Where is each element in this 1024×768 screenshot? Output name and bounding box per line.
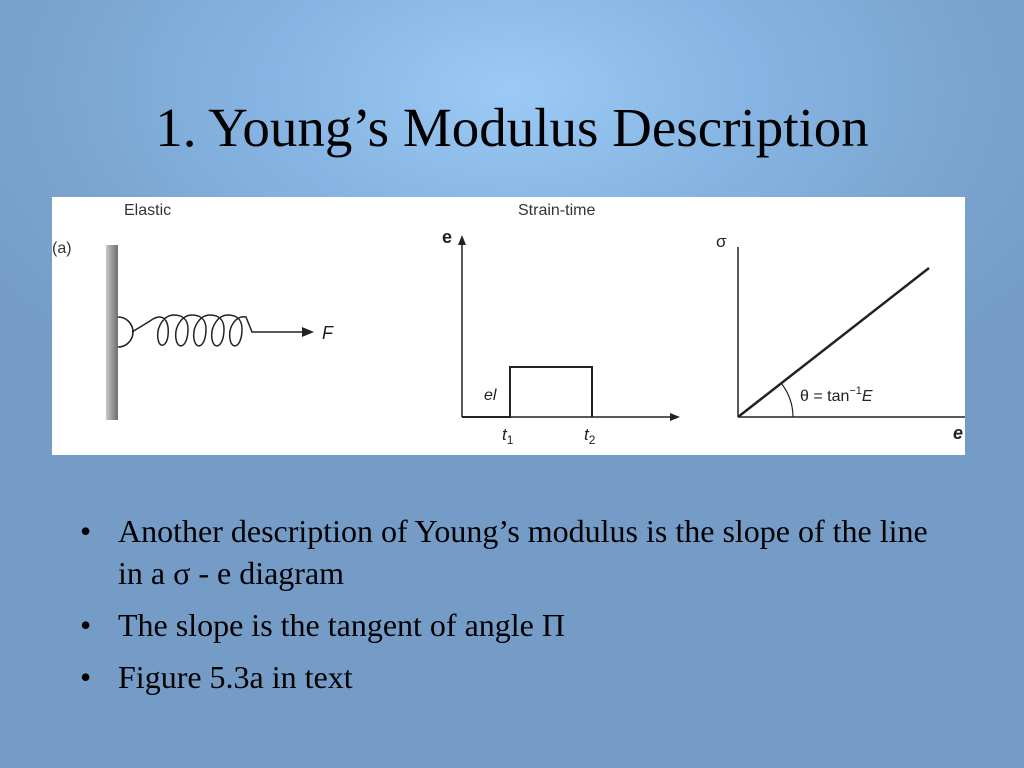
bullet-marker: • [80, 659, 92, 695]
t2-label-main: t [584, 425, 589, 444]
angle-arc [781, 383, 793, 417]
bullet-item [80, 510, 940, 594]
elastic-title: Elastic [124, 202, 172, 219]
bullet-list [80, 510, 940, 708]
bullet-marker: • [80, 607, 92, 643]
bullet-text: The slope is the tangent of angle Π [118, 607, 565, 643]
figure-diagram [52, 197, 965, 455]
bullet-text: Figure 5.3a in text [118, 659, 353, 695]
t1-label [502, 425, 514, 447]
angle-label-var: E [861, 388, 873, 405]
strain-time-title: Strain-time [518, 202, 596, 219]
st-y-axis-label: e [442, 227, 453, 247]
panel-label: (a) [52, 240, 72, 257]
angle-label-main: θ = tan [800, 388, 850, 405]
t2-label [584, 425, 596, 447]
bullet-text: Another description of Young’s modulus is the slope of the line in a σ - e diagram [118, 513, 928, 591]
strain-pulse [462, 367, 592, 417]
force-label: F [322, 323, 333, 343]
figure-panel [52, 197, 965, 455]
strain-level-label: el [484, 387, 497, 404]
angle-label-sup: −1 [849, 385, 862, 397]
st-y-arrowhead [458, 235, 466, 245]
bullet-item [80, 604, 940, 646]
t2-label-sub: 2 [588, 433, 596, 447]
wall-attachment [118, 317, 133, 347]
t1-label-sub: 1 [506, 433, 514, 447]
bullet-marker: • [80, 513, 92, 549]
spring [132, 315, 310, 346]
angle-label [800, 385, 873, 405]
ss-y-axis-label: σ [716, 232, 727, 251]
ss-x-axis-label: e [953, 423, 964, 443]
slide-title: 1. Young’s Modulus Description [155, 97, 869, 158]
force-arrowhead [302, 327, 314, 337]
t1-label-main: t [502, 425, 507, 444]
wall [106, 245, 118, 420]
bullet-item [80, 656, 940, 698]
st-x-arrowhead [670, 413, 680, 421]
